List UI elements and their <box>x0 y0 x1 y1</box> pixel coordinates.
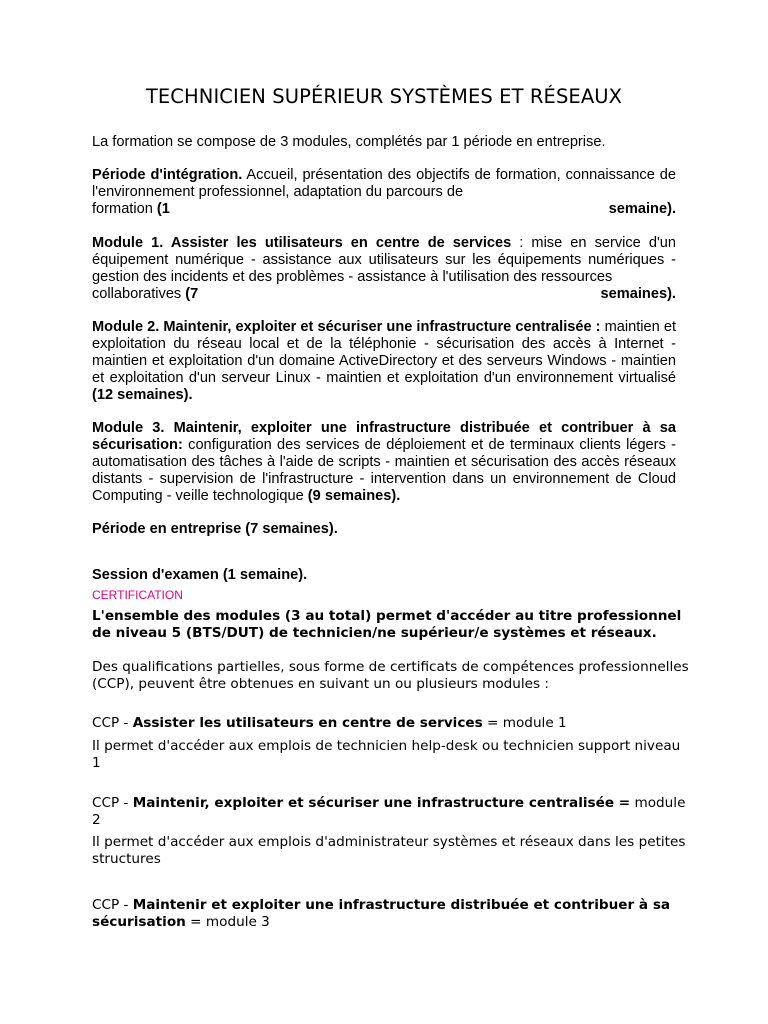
ccp3-suffix: = module 3 <box>185 914 270 930</box>
certification-text: L'ensemble des modules (3 au total) permet d'accéder au titre professionnel de niveau 5 (BTS/DUT) de technicien/ne supérieur/e systèmes et réseaux. <box>92 608 682 641</box>
ccp1-line <box>92 715 692 732</box>
ccp2-title: Maintenir, exploiter et sécuriser une infrastructure centralisée = <box>132 795 631 811</box>
periode-integration-paragraph <box>92 167 676 218</box>
module1-duration-b: semaines). <box>600 286 676 302</box>
periode-entreprise: Période en entreprise (7 semaines). <box>92 521 338 537</box>
module3-paragraph <box>92 420 676 505</box>
intro-paragraph: La formation se compose de 3 modules, complétés par 1 période en entreprise. <box>92 134 606 150</box>
ccp1-title: Assister les utilisateurs en centre de services <box>132 715 483 731</box>
module3-heading: Module 3. Maintenir, exploiter une infrastructure distribuée et contribuer à sa sécurisation: <box>92 420 676 453</box>
module1-last-word: collaboratives <box>92 286 182 302</box>
module2-paragraph <box>92 319 676 404</box>
certification-label: CERTIFICATION <box>92 588 183 602</box>
module1-last-line <box>92 286 676 303</box>
module1-duration-a: (7 <box>185 286 199 302</box>
ccp3-prefix: CCP - <box>92 897 133 913</box>
ccp2-suffix: module 2 <box>92 795 686 828</box>
ccp2-description: Il permet d'accéder aux emplois d'administrateur systèmes et réseaux dans les petites structures <box>92 834 686 867</box>
periode-integration-duration-a: (1 <box>156 201 170 217</box>
module1-paragraph <box>92 235 676 303</box>
qualifications-paragraph: Des qualifications partielles, sous forme de certificats de compétences professionnelles (CCP), peuvent être obtenues en suivant un ou plusieurs modules : <box>92 659 689 692</box>
module2-duration: (12 semaines). <box>92 387 193 403</box>
page-title: TECHNICIEN SUPÉRIEUR SYSTÈMES ET RÉSEAUX <box>145 85 623 108</box>
ccp1-description: Il permet d'accéder aux emplois de technicien help-desk ou technicien support niveau 1 <box>92 738 681 771</box>
ccp1-suffix: = module 1 <box>482 715 567 731</box>
ccp1-prefix: CCP - <box>92 715 133 731</box>
session-examen: Session d'examen (1 semaine). <box>92 567 308 583</box>
module3-text: configuration des services de déploiement et de terminaux clients légers - automatisation des tâches à l'aide de scripts - maintien et sécurisation des accès réseaux distants - supervision de l'infrastructure - intervention dans un environnement de Cloud Computing - veille technologique <box>92 437 676 504</box>
ccp2-line <box>92 795 692 829</box>
periode-integration-heading: Période d'intégration. <box>92 167 243 183</box>
ccp3-line <box>92 897 692 931</box>
periode-integration-text: Accueil, présentation des objectifs de formation, connaissance de l'environnement professionnel, adaptation du parcours de <box>92 167 676 200</box>
ccp2-prefix: CCP - <box>92 795 133 811</box>
module1-heading: Module 1. Assister les utilisateurs en centre de services <box>92 235 512 251</box>
module2-text: maintien et exploitation du réseau local et de la téléphonie - sécurisation des accès à Internet - maintien et exploitation d'un domaine ActiveDirectory et des serveurs Windows - maintien et exploitation d'un serveur Linux - maintien et exploitation d'un environnement virtualisé <box>92 319 676 386</box>
periode-integration-last-word: formation <box>92 201 153 217</box>
module1-text: : mise en service d'un équipement numérique - assistance aux utilisateurs sur les équipements numériques - gestion des incidents et des problèmes - assistance à l'utilisation des ressources <box>92 235 676 285</box>
periode-integration-last-line <box>92 201 676 218</box>
periode-integration-duration-b: semaine). <box>608 201 676 217</box>
module2-heading: Module 2. Maintenir, exploiter et sécuriser une infrastructure centralisée : <box>92 319 601 335</box>
ccp3-title: Maintenir et exploiter une infrastructure distribuée et contribuer à sa sécurisation <box>92 897 671 930</box>
module3-duration: (9 semaines). <box>307 488 401 504</box>
